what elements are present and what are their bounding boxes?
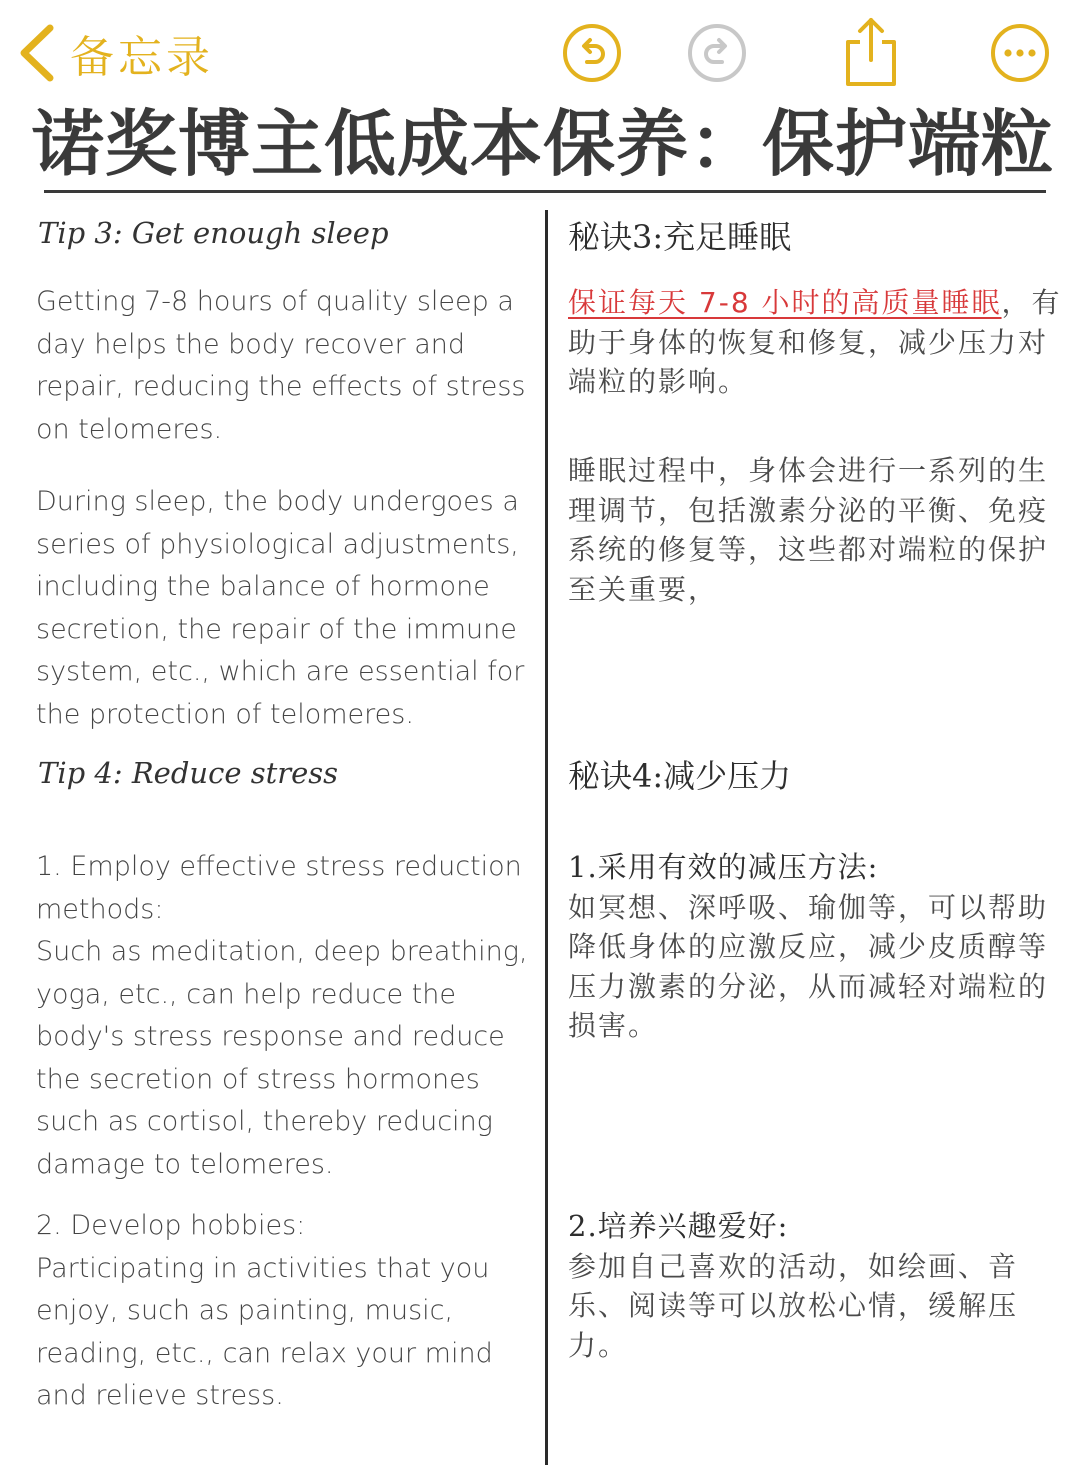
tip3-heading-en[interactable]: Tip 3: Get enough sleep	[38, 216, 389, 250]
tip3-paragraph2-text: During sleep, the body undergoes a series of physiological adjustments, including the balance of hormone secretion, the repair of the immune system, etc., which are essential for the protection of telomeres.	[36, 486, 525, 730]
tip3-paragraph2-en[interactable]	[36, 481, 536, 736]
redo-icon	[686, 22, 748, 84]
tip4-item1-en[interactable]	[36, 846, 536, 1186]
tip4-item1-body-zh: 如冥想、深呼吸、瑜伽等，可以帮助降低身体的应激反应，减少皮质醇等压力激素的分泌，从而减轻对端粒的损害。	[568, 890, 1049, 1042]
redo-button[interactable]	[686, 22, 748, 84]
navigation-toolbar	[0, 0, 1080, 105]
tip4-item1-zh[interactable]	[568, 848, 1062, 1046]
back-button[interactable]	[14, 20, 214, 86]
tip4-item2-title-zh: 2.培养兴趣爱好:	[568, 1209, 789, 1243]
share-button[interactable]	[840, 14, 902, 88]
tip4-item2-en[interactable]	[36, 1205, 536, 1418]
tip4-heading-zh[interactable]: 秘诀4:减少压力	[568, 757, 792, 795]
tip3-paragraph1-rest: ，有助于身体的恢复和修复，减少压力对端粒的影响。	[568, 286, 1062, 398]
share-icon	[840, 14, 902, 88]
more-options-button[interactable]	[989, 22, 1051, 84]
tip4-item2-zh[interactable]	[568, 1207, 1062, 1365]
more-icon	[989, 22, 1051, 84]
title-divider	[44, 190, 1046, 193]
tip4-heading-en[interactable]: Tip 4: Reduce stress	[38, 756, 339, 790]
tip3-paragraph2-zh[interactable]	[568, 451, 1062, 609]
tip3-paragraph2-text-zh: 睡眠过程中，身体会进行一系列的生理调节，包括激素分泌的平衡、免疫系统的修复等，这些都对端粒的保护至关重要，	[568, 454, 1049, 606]
tip4-item2-body-en: Participating in activities that you enjoy, such as painting, music, reading, etc., can relax your mind and relieve stress.	[36, 1252, 493, 1411]
tip4-item1-title-en: 1. Employ effective stress reduction methods:	[36, 851, 522, 925]
chevron-left-icon	[14, 20, 64, 86]
undo-icon	[561, 22, 623, 84]
tip4-item1-title-zh: 1.采用有效的减压方法:	[568, 850, 879, 884]
tip3-paragraph1-zh[interactable]	[568, 283, 1062, 402]
tip4-item2-title-en: 2. Develop hobbies:	[36, 1210, 306, 1241]
tip3-paragraph1-en[interactable]	[36, 281, 536, 451]
highlighted-text: 保证每天 7-8 小时的高质量睡眠	[568, 286, 1002, 319]
back-label: 备忘录	[70, 32, 214, 83]
undo-button[interactable]	[561, 22, 623, 84]
tip4-item1-body-en: Such as meditation, deep breathing, yoga, etc., can help reduce the body's stress response and reduce the secretion of stress hormones such as cortisol, thereby reducing damage to telomeres.	[36, 936, 528, 1180]
tip3-heading-zh[interactable]: 秘诀3:充足睡眠	[568, 218, 792, 256]
note-title[interactable]: 诺奖博主低成本保养：保护端粒	[32, 102, 1055, 186]
column-divider	[545, 210, 548, 1465]
tip4-item2-body-zh: 参加自己喜欢的活动，如绘画、音乐、阅读等可以放松心情，缓解压力。	[568, 1249, 1019, 1362]
tip3-paragraph1-text: Getting 7-8 hours of quality sleep a day helps the body recover and repair, reducing the effects of stress on telomeres.	[36, 286, 526, 445]
